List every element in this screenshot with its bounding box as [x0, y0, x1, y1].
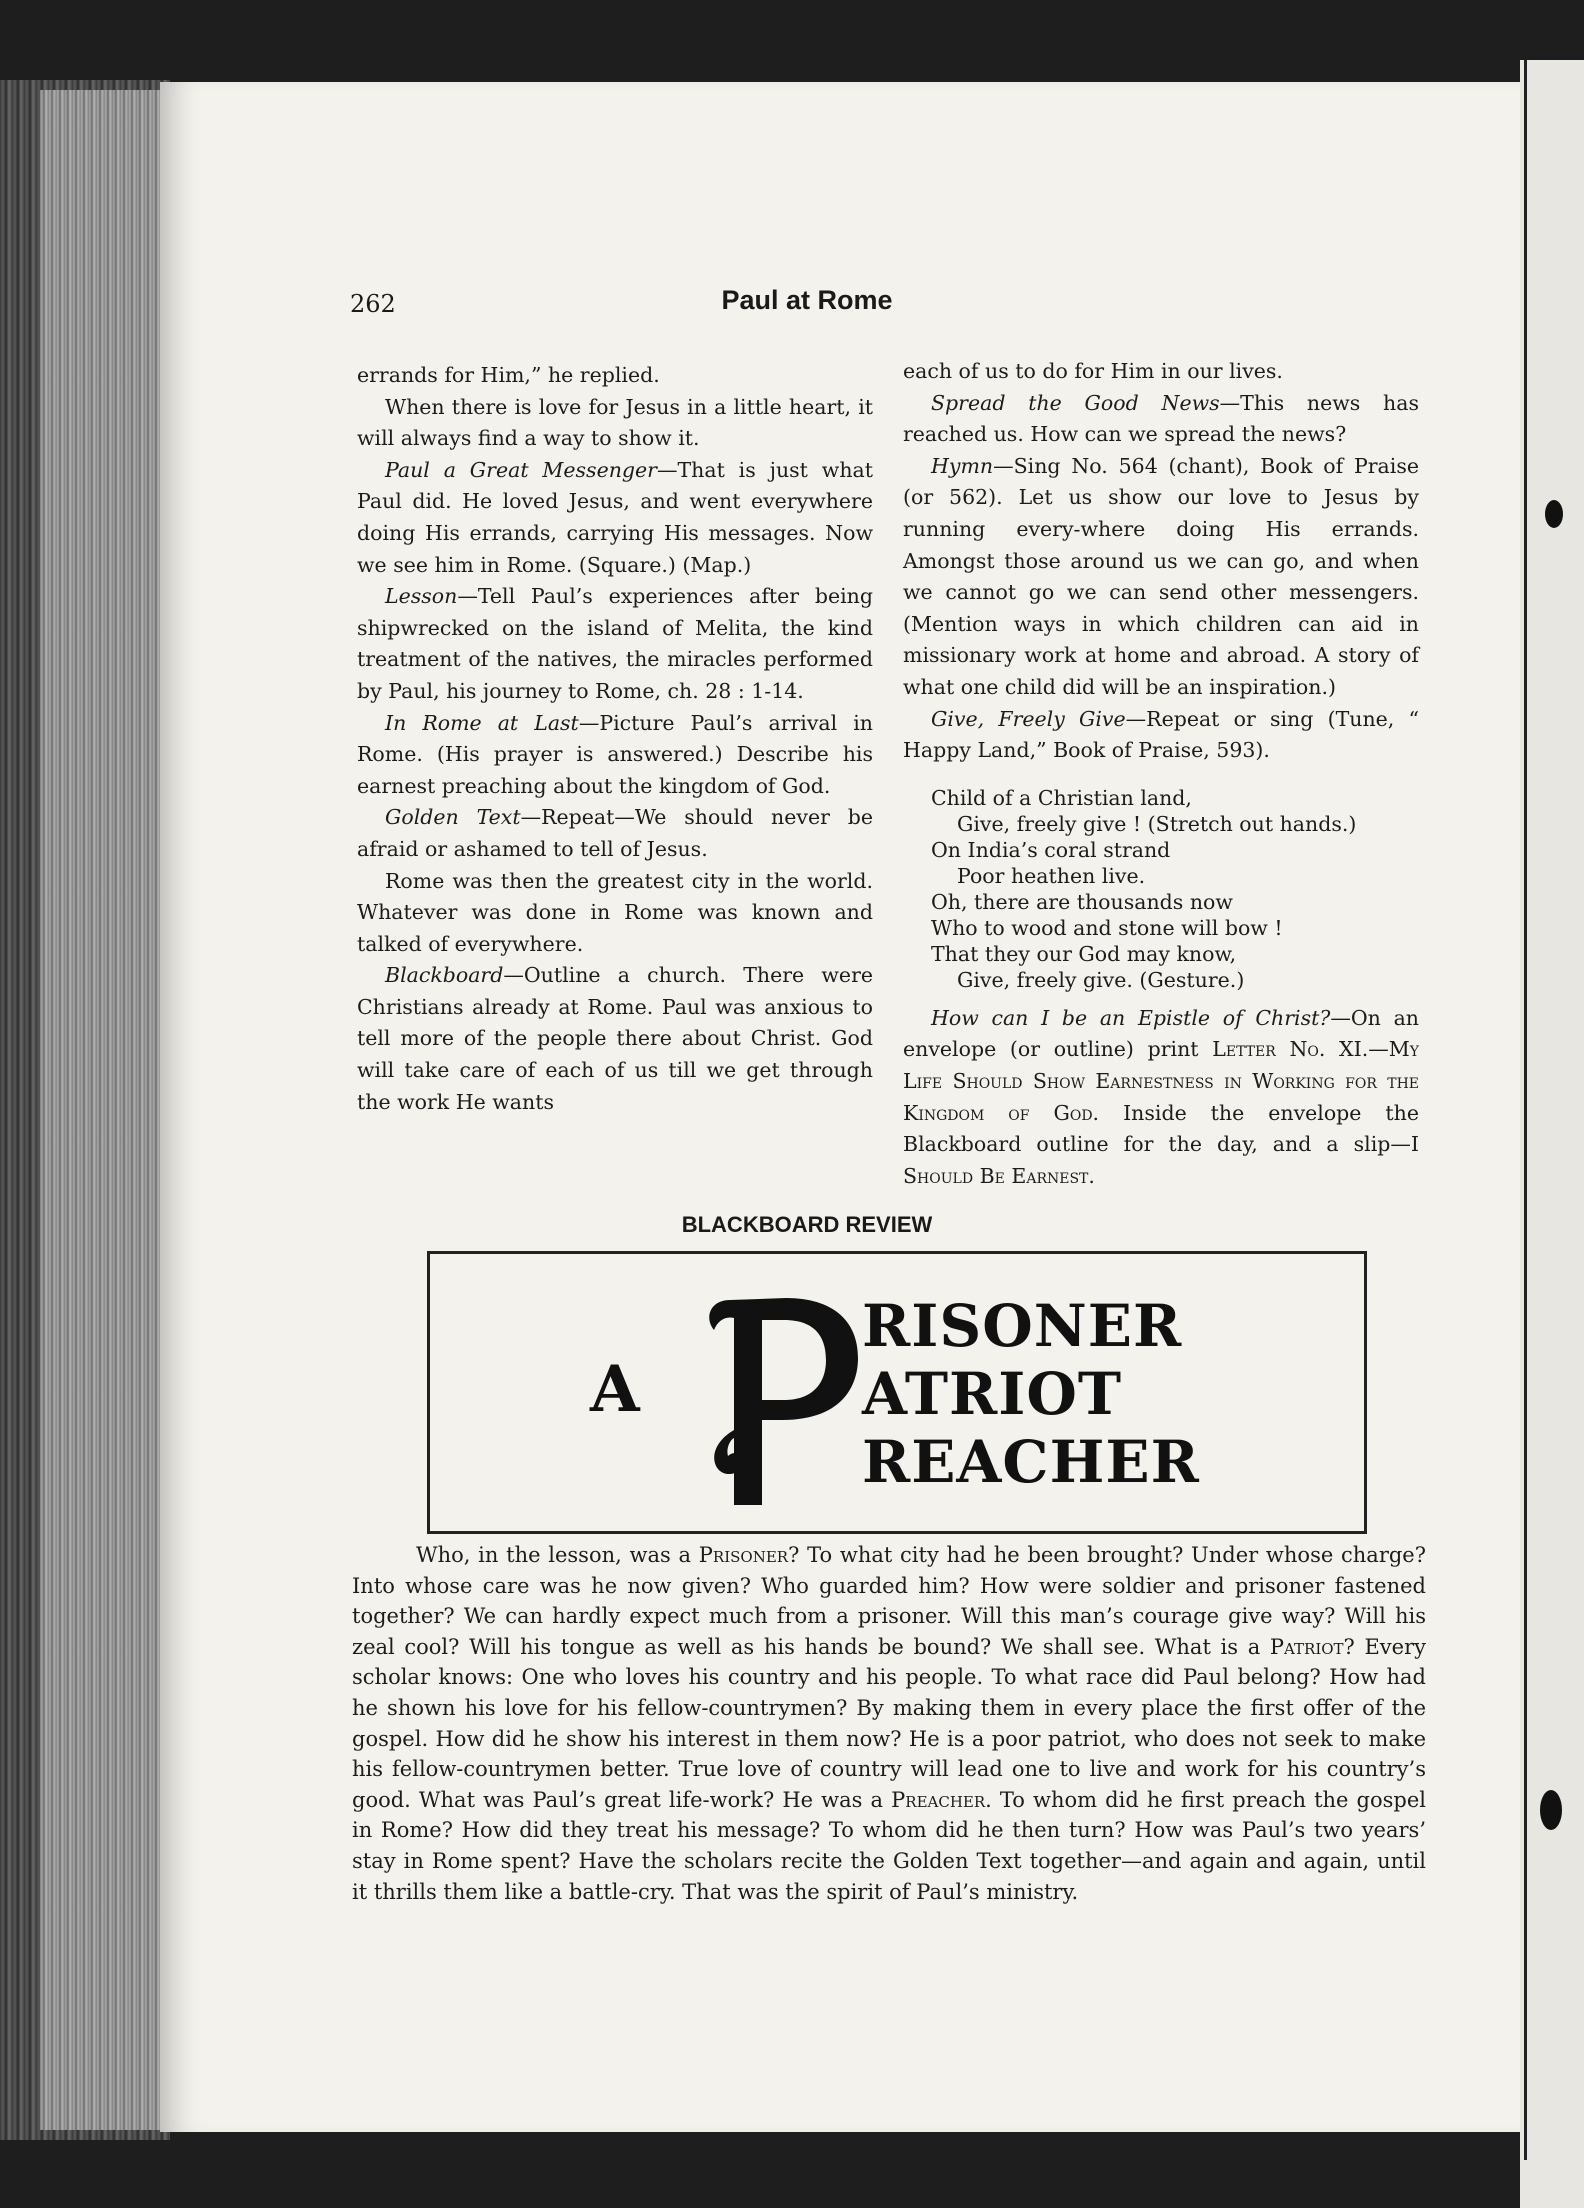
paragraph-lead: In Rome at Last — [385, 710, 579, 735]
binding-hole-bottom — [1540, 1790, 1562, 1830]
scan-edge-rule — [1524, 60, 1527, 2160]
paragraph — [903, 451, 1419, 704]
paragraph-text: ? To what city had he been brought? Under whose charge? Into whose care was he now given? Who guarded him? How were soldier and prisoner fastened together? We can hardly expect much from a prisoner. Will this man’s courage give way? Will his zeal cool? Will his tongue as well as his hands be bound? We shall see. What is a — [352, 1543, 1426, 1659]
paragraph-text: Who, in the lesson, was a — [416, 1543, 699, 1567]
paragraph-text: —Tell Paul’s experiences after being shipwrecked on the island of Melita, the kind treatment of the natives, the miracles performed by Paul, his journey to Rome, ch. 28 : 1-14. — [357, 584, 873, 703]
paragraph — [357, 866, 873, 961]
paragraph — [357, 708, 873, 803]
paragraph — [903, 1003, 1419, 1193]
paragraph-lead: Spread the Good News — [931, 390, 1220, 415]
paragraph — [357, 455, 873, 581]
paragraph — [903, 704, 1419, 767]
paragraph-text: errands for Him,” he replied. — [357, 363, 660, 387]
paragraph — [357, 581, 873, 707]
blackboard-word-patriot: ATRIOT — [862, 1360, 1123, 1428]
paragraph-lead: Paul a Great Messenger — [385, 457, 657, 482]
paragraph — [357, 960, 873, 1118]
paragraph-text: —Sing No. 564 (chant), Book of Praise (or 562). Let us show our love to Jesus by running every-where doing His errands. Amongst those around us we can go, and when we cannot go we can send other messengers. (Mention ways in which children can aid in missionary work at home and abroad. A story of what one child did will be an inspiration.) — [903, 453, 1419, 699]
right-column — [903, 356, 1419, 1192]
blackboard-review-title: BLACKBOARD REVIEW — [681, 1212, 933, 1237]
blackboard-article: A — [590, 1352, 640, 1427]
verse-line: That they our God may know, — [931, 941, 1237, 966]
paragraph — [357, 360, 873, 392]
paragraph-text: each of us to do for Him in our lives. — [903, 359, 1283, 383]
decorative-initial-p-icon — [700, 1280, 860, 1520]
paragraph-lead: Golden Text — [385, 805, 521, 830]
page-number: 262 — [350, 290, 396, 318]
paragraph — [357, 802, 873, 865]
paragraph-lead: How can I be an Epistle of Christ? — [931, 1005, 1331, 1030]
review-paragraph — [352, 1540, 1426, 1907]
paragraph — [903, 356, 1419, 388]
scan-margin — [1520, 60, 1584, 2208]
paragraph — [903, 388, 1419, 451]
verse-line: Poor heathen live. — [957, 863, 1146, 888]
paragraph-text: Inside the envelope the Blackboard outline for the day, and a slip— — [903, 1100, 1419, 1157]
running-head: Paul at Rome — [721, 285, 893, 315]
paragraph-text: —That is just what Paul did. He loved Jesus, and went everywhere doing His errands, carrying His messages. Now we see him in Rome. (Square.) (Map.) — [357, 457, 873, 577]
blackboard-word-preacher: REACHER — [862, 1428, 1200, 1496]
verse-line: Give, freely give ! (Stretch out hands.) — [957, 811, 1357, 836]
paragraph-text: —Repeat or sing (Tune, “ Happy Land,” Book of Praise, 593). — [903, 706, 1419, 763]
left-column — [357, 360, 873, 1118]
small-caps-text: Prisoner — [698, 1543, 789, 1567]
verse-line: Give, freely give. (Gesture.) — [957, 967, 1245, 992]
small-caps-text: Preacher — [891, 1787, 986, 1812]
paragraph-text: —On an envelope (or outline) print — [903, 1005, 1420, 1062]
paragraph-text: Rome was then the greatest city in the world. Whatever was done in Rome was known and talked of everywhere. — [357, 868, 873, 956]
paragraph-text: —Picture Paul’s arrival in Rome. (His prayer is answered.) Describe his earnest preaching about the kingdom of God. — [357, 710, 873, 798]
paragraph-text: —Repeat—We should never be afraid or ashamed to tell of Jesus. — [357, 805, 873, 861]
verse-line: On India’s coral strand — [931, 837, 1171, 862]
paragraph-text: —This news has reached us. How can we spread the news? — [903, 390, 1419, 447]
paragraph — [357, 392, 873, 455]
small-caps-text: Patriot — [1269, 1634, 1344, 1659]
small-caps-text: Letter No. XI.—My Life Should Show Earnestness in Working for the Kingdom of God. — [903, 1037, 1420, 1125]
verse-line: Who to wood and stone will bow ! — [931, 915, 1283, 940]
paragraph-text: . To whom did he first preach the gospel in Rome? How did they treat his message? To whom did he then turn? How was Paul’s two years’ stay in Rome spent? Have the scholars recite the Golden Text together—and again and again, until it thrills them like a battle-cry. That was the spirit of Paul’s ministry. — [352, 1787, 1426, 1904]
book-page-edges-light — [40, 90, 170, 2130]
paragraph-text: When there is love for Jesus in a little heart, it will always find a way to show it. — [357, 394, 873, 451]
binding-hole-top — [1545, 500, 1563, 528]
small-caps-text: I Should Be Earnest. — [903, 1132, 1419, 1188]
paragraph-lead: Give, Freely Give — [931, 706, 1126, 731]
hymn-verse — [931, 785, 1419, 993]
blackboard-word-prisoner: RISONER — [862, 1292, 1183, 1360]
paragraph-lead: Blackboard — [385, 963, 504, 988]
paragraph-lead: Lesson — [385, 584, 458, 609]
paragraph-text: ? Every scholar knows: One who loves his country and his people. To what race did Paul belong? How had he shown his love for his fellow-countrymen? By making them in every place the first offer of the gospel. How did he show his interest in them now? He is a poor patriot, who does not seek to make his fellow-countrymen better. True love of country will lead one to live and work for his country’s good. What was Paul’s great life-work? He was a — [352, 1634, 1426, 1812]
paragraph-lead: Hymn — [931, 453, 994, 478]
paragraph-text: —Outline a church. There were Christians already at Rome. Paul was anxious to tell more of the people there about Christ. God will take care of each of us till we get through the work He wants — [357, 963, 873, 1114]
verse-line: Child of a Christian land, — [931, 785, 1192, 810]
verse-line: Oh, there are thousands now — [931, 889, 1233, 914]
